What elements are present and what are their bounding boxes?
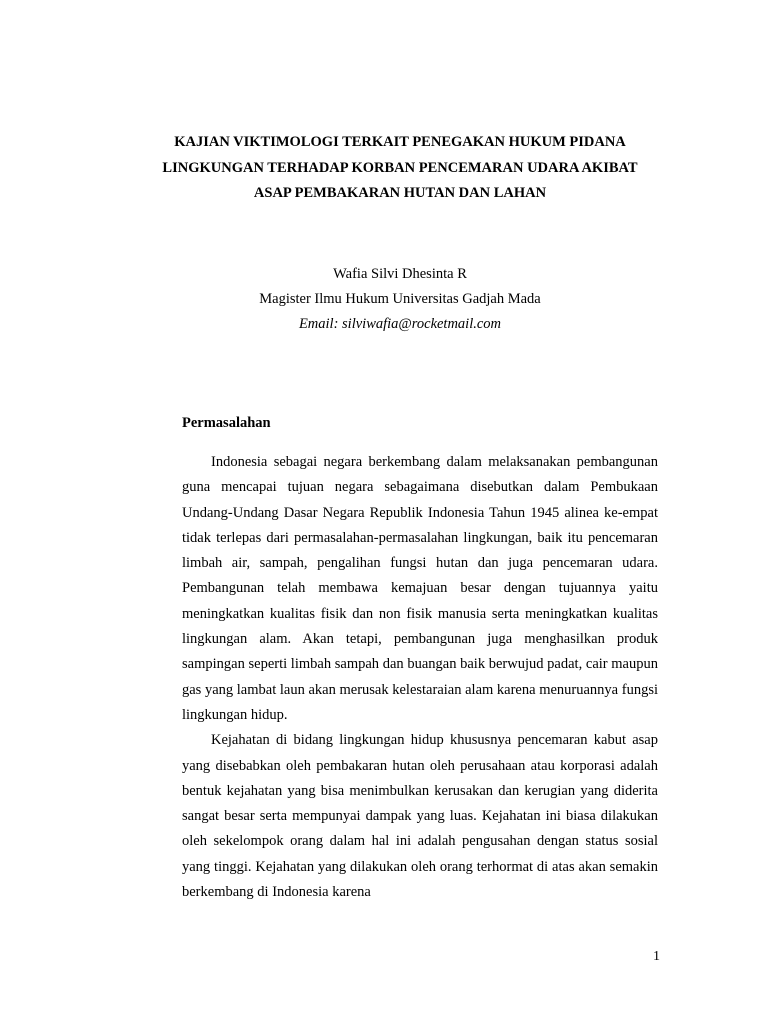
title-line-1: KAJIAN VIKTIMOLOGI TERKAIT PENEGAKAN HUKUM PIDANA: [174, 134, 626, 150]
author-email: Email: silviwafia@rocketmail.com: [298, 316, 502, 332]
title-line-3: ASAP PEMBAKARAN HUTAN DAN LAHAN: [253, 185, 547, 201]
title-line-2: LINGKUNGAN TERHADAP KORBAN PENCEMARAN UDARA AKIBAT: [162, 159, 638, 176]
author-block: [200, 262, 600, 337]
document-title: [140, 130, 660, 207]
paragraph-1: Indonesia sebagai negara berkembang dalam melaksanakan pembangunan guna mencapai tujuan negara sebagaimana disebutkan dalam Pembukaan Undang-Undang Dasar Negara Republik Indonesia Tahun 1945 alinea ke-empat tidak terlepas dari permasalahan-permasalahan lingkungan, baik itu pencemaran limbah air, sampah, pengalihan fungsi hutan dan juga pencemaran udara. Pembangunan telah membawa kemajuan besar dengan tujuannya yaitu meningkatkan kualitas fisik dan non fisik manusia serta meningkatkan kualitas lingkungan alam. Akan tetapi, pembangunan juga menghasilkan produk sampingan seperti limbah sampah dan buangan baik berwujud padat, cair maupun gas yang lambat laun akan merusak kelestaraian alam karena menuruannya fungsi lingkungan hidup.: [182, 454, 658, 723]
section-heading: Permasalahan: [182, 415, 271, 431]
author-name: Wafia Silvi Dhesinta R: [333, 266, 467, 282]
author-affiliation: Magister Ilmu Hukum Universitas Gadjah Mada: [259, 291, 541, 307]
page-number: 1: [653, 949, 660, 964]
body-text: [182, 450, 658, 905]
paragraph-2: Kejahatan di bidang lingkungan hidup khususnya pencemaran kabut asap yang disebabkan oleh pembakaran hutan oleh perusahaan atau korporasi adalah bentuk kejahatan yang bisa menimbulkan kerusakan dan kerugian yang diderita sangat besar serta mempunyai dampak yang luas. Kejahatan ini biasa dilakukan oleh sekelompok orang dalam hal ini adalah pengusahan dengan status sosial yang tinggi. Kejahatan yang dilakukan oleh orang terhormat di atas akan semakin berkembang di Indonesia karena: [182, 732, 658, 901]
